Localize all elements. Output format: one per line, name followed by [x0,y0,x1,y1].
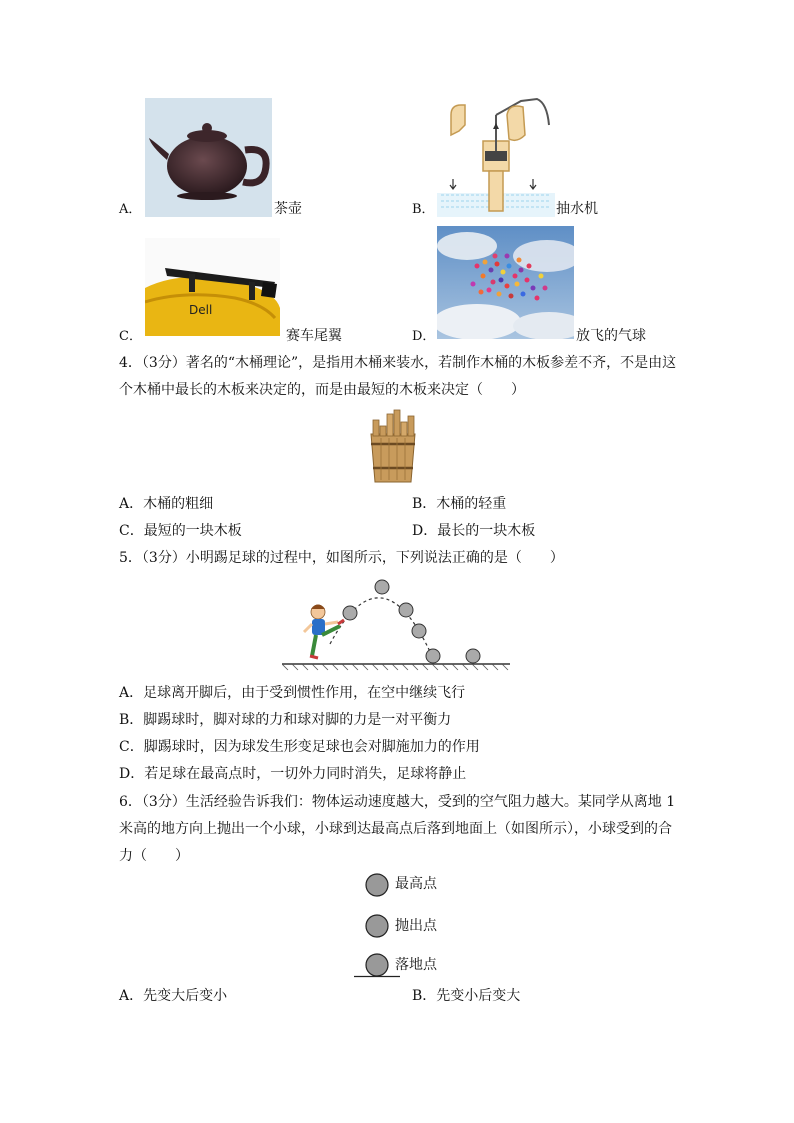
question-6-stem-line-1: 6．（3分）生活经验告诉我们：物体运动速度越大，受到的空气阻力越大。某同学从离地 1 [119,794,676,810]
svg-text:Dell: Dell [189,303,213,317]
option-a-caption: 茶壶 [274,201,302,217]
wooden-bucket-image [367,408,419,485]
option-c-caption: 赛车尾翼 [286,328,342,344]
teapot-image [145,98,272,217]
throw-point-label: 抛出点 [395,918,437,934]
question-4-option-c: C．最短的一块木板 [119,523,242,539]
question-6-option-b: B．先变小后变大 [412,988,521,1004]
question-6-option-a: A．先变大后变小 [119,988,228,1004]
option-b-caption: 抽水机 [556,201,598,217]
option-a-letter: A． [119,202,142,217]
question-5-stem: 5．（3分）小明踢足球的过程中，如图所示，下列说法正确的是（ ） [119,550,564,566]
ball-position [412,624,426,638]
question-4-stem-line-2: 个木桶中最长的木板来决定的，而是由最短的木板来决定（ ） [119,382,525,398]
question-4-option-b: B．木桶的轻重 [412,496,507,512]
ball-position [426,649,440,663]
question-4-stem-line-1: 4．（3分）著名的“木桶理论”，是指用木桶来装水，若制作木桶的木板参差不齐，不是由这 [119,355,677,371]
ball-position [466,649,480,663]
landing-point-ball [366,954,388,976]
question-6-stem-line-3: 力（ ） [119,848,189,864]
question-5-option-d: D．若足球在最高点时，一切外力同时消失，足球将静止 [119,766,467,782]
highest-point-ball [366,874,388,896]
race-car-spoiler-image [145,238,280,336]
question-4-option-a: A．木桶的粗细 [119,496,214,512]
highest-point-label: 最高点 [395,876,437,892]
question-5-option-c: C．脚踢球时，因为球发生形变足球也会对脚施加力的作用 [119,739,480,755]
soccer-kick-diagram [282,576,510,672]
ball-position [375,580,389,594]
balloons-image [437,226,574,339]
option-d-caption: 放飞的气球 [576,328,646,344]
throw-point-ball [366,915,388,937]
ball-position [343,606,357,620]
option-b-letter: B． [412,202,435,217]
question-6-stem-line-2: 米高的地方向上抛出一个小球，小球到达最高点后落到地面上（如图所示），小球受到的合 [119,821,672,837]
question-5-option-b: B．脚踢球时，脚对球的力和球对脚的力是一对平衡力 [119,712,452,728]
option-c-letter: C． [119,329,142,344]
water-pump-diagram [437,95,555,217]
question-5-option-a: A．足球离开脚后，由于受到惯性作用，在空中继续飞行 [119,685,466,701]
question-4-option-d: D．最长的一块木板 [412,523,536,539]
option-d-letter: D． [412,329,436,344]
landing-point-label: 落地点 [395,957,437,973]
ball-position [399,603,413,617]
